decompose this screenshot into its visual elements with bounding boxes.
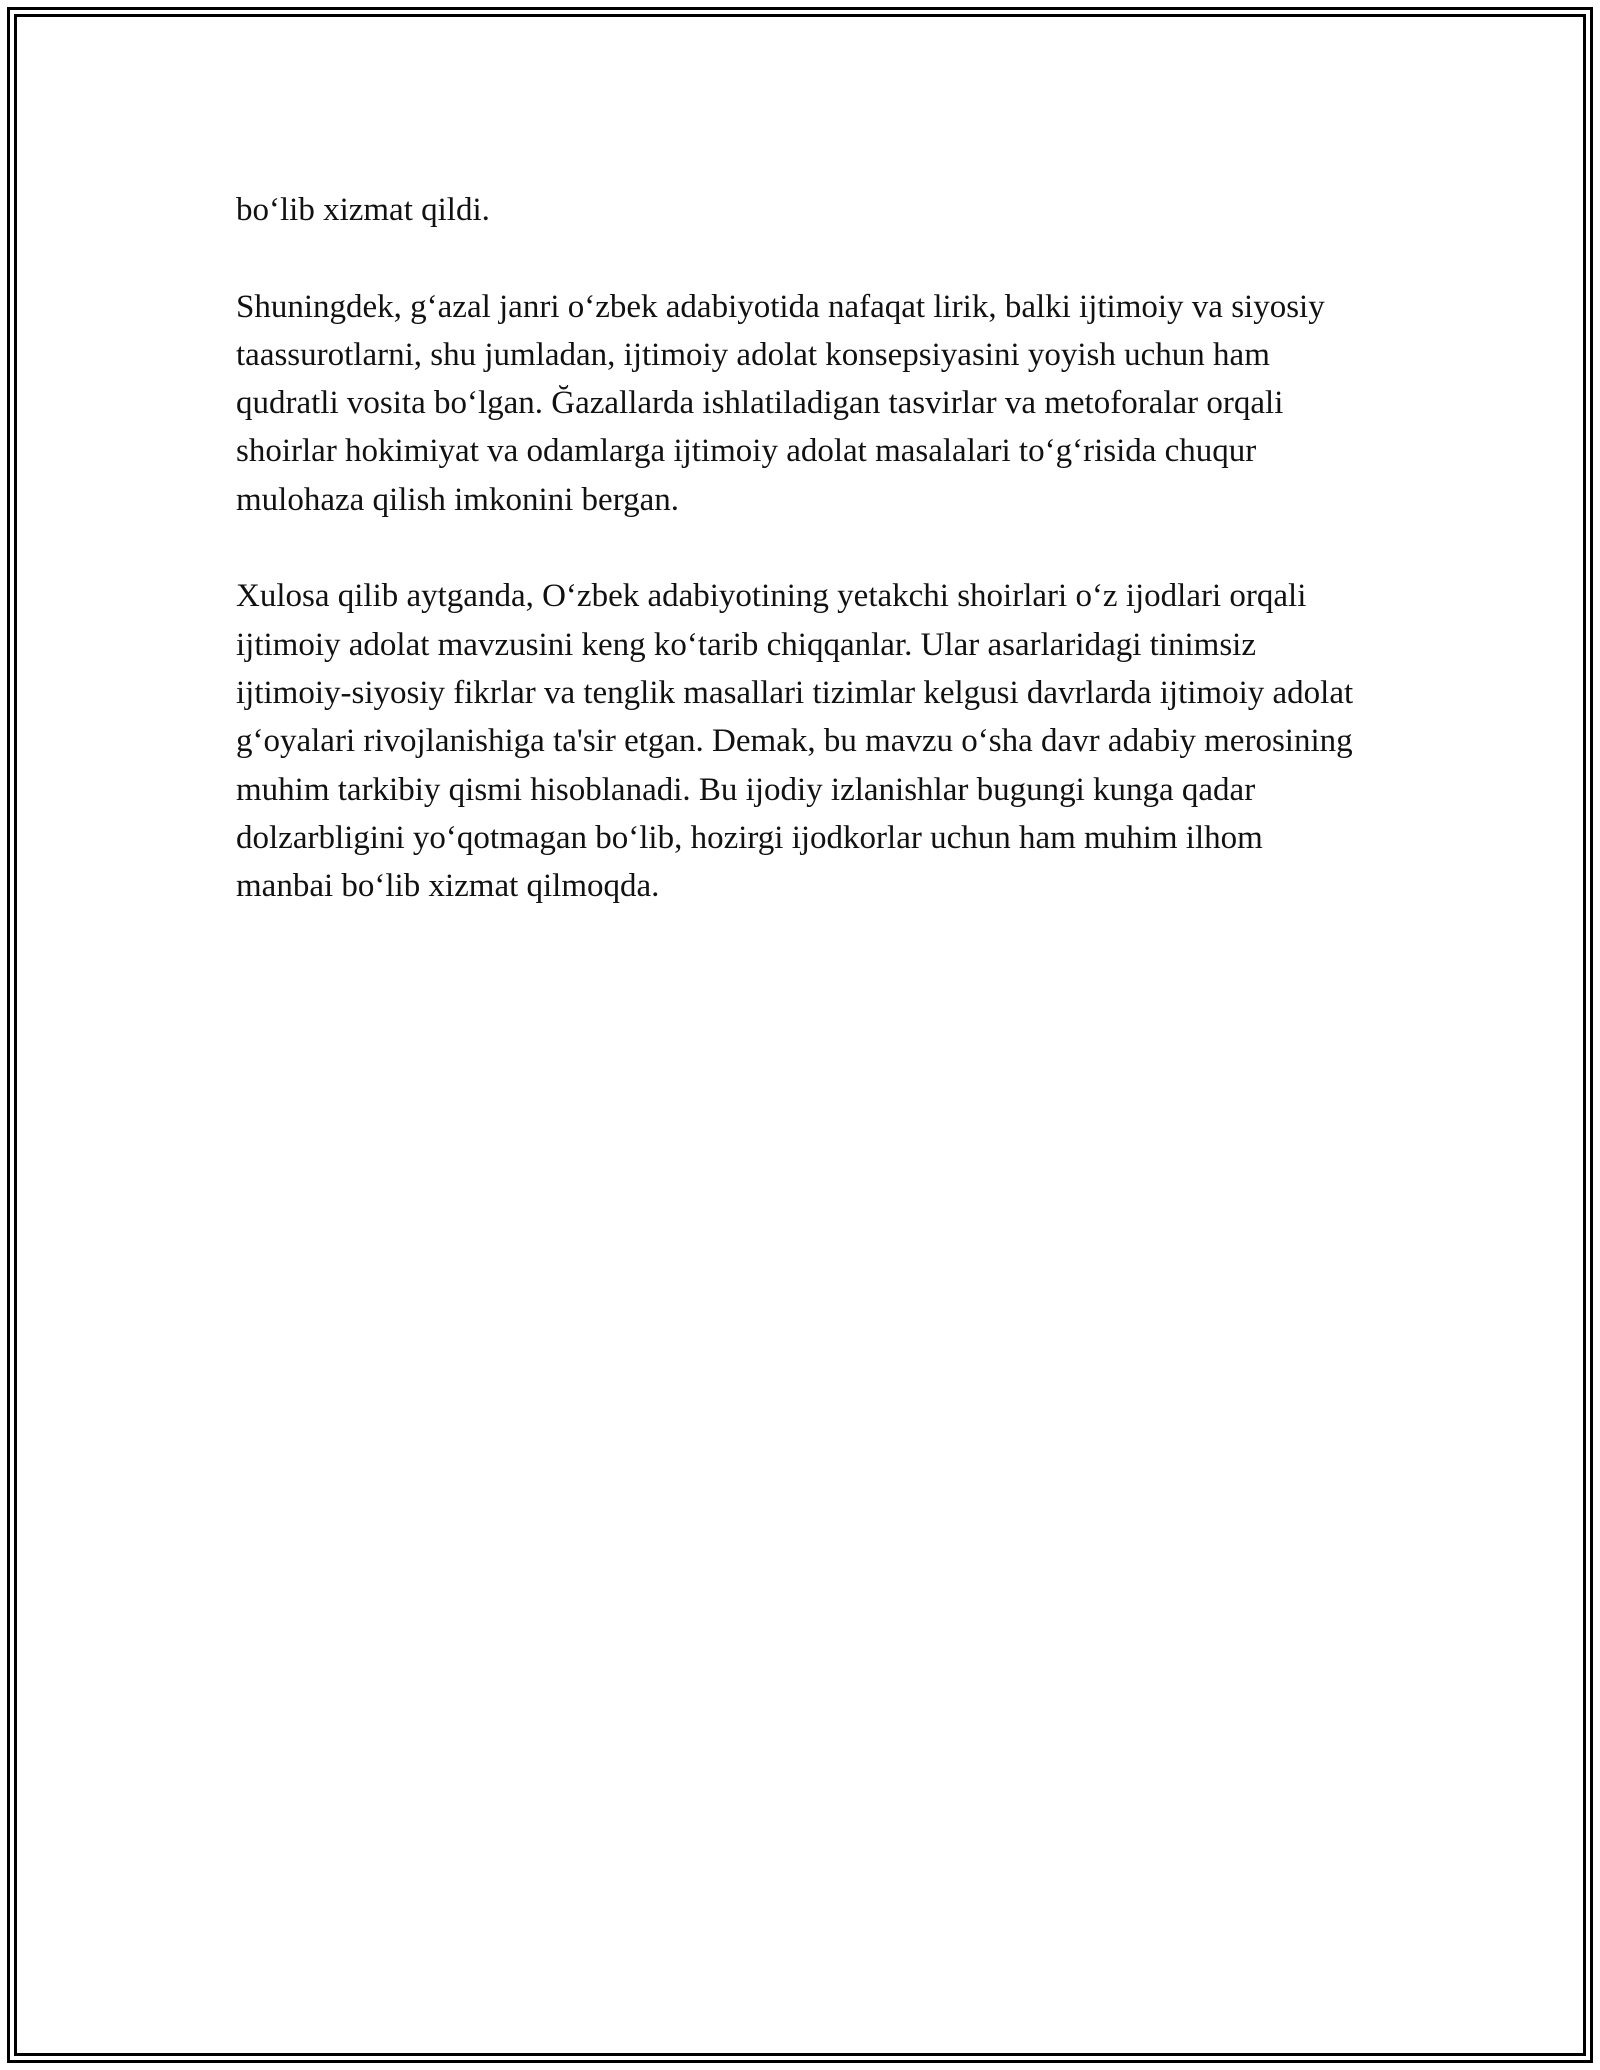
- paragraph-conclusion: Xulosa qilib aytganda, O‘zbek adabiyotining yetakchi shoirlari o‘z ijodlari orqali ijtimoiy adolat mavzusini keng ko‘tarib chiqqanlar. Ular asarlaridagi tinimsiz ijtimoiy-siyosiy fikrlar va tenglik masallari tizimlar kelgusi davrlarda ijtimoiy adolat g‘oyalari rivojlanishiga ta'sir etgan. Demak, bu mavzu o‘sha davr adabiy merosining muhim tarkibiy qismi hisoblanadi. Bu ijodiy izlanishlar bugungi kunga qadar dolzarbligini yo‘qotmagan bo‘lib, hozirgi ijodkorlar uchun ham muhim ilhom manbai bo‘lib xizmat qilmoqda.: [236, 578, 1354, 905]
- paragraph-continuation: bo‘lib xizmat qildi.: [236, 192, 490, 228]
- document-body: [236, 186, 1366, 959]
- paragraph-gazal-genre: Shuningdek, g‘azal janri o‘zbek adabiyotida nafaqat lirik, balki ijtimoiy va siyosiy taassurotlarni, shu jumladan, ijtimoiy adolat konsepsiyasini yoyish uchun ham qudratli vosita bo‘lgan. Ğazallarda ishlatiladigan tasvirlar va metoforalar orqali shoirlar hokimiyat va odamlarga ijtimoiy adolat masalalari to‘g‘risida chuqur mulohaza qilish imkonini bergan.: [236, 288, 1325, 518]
